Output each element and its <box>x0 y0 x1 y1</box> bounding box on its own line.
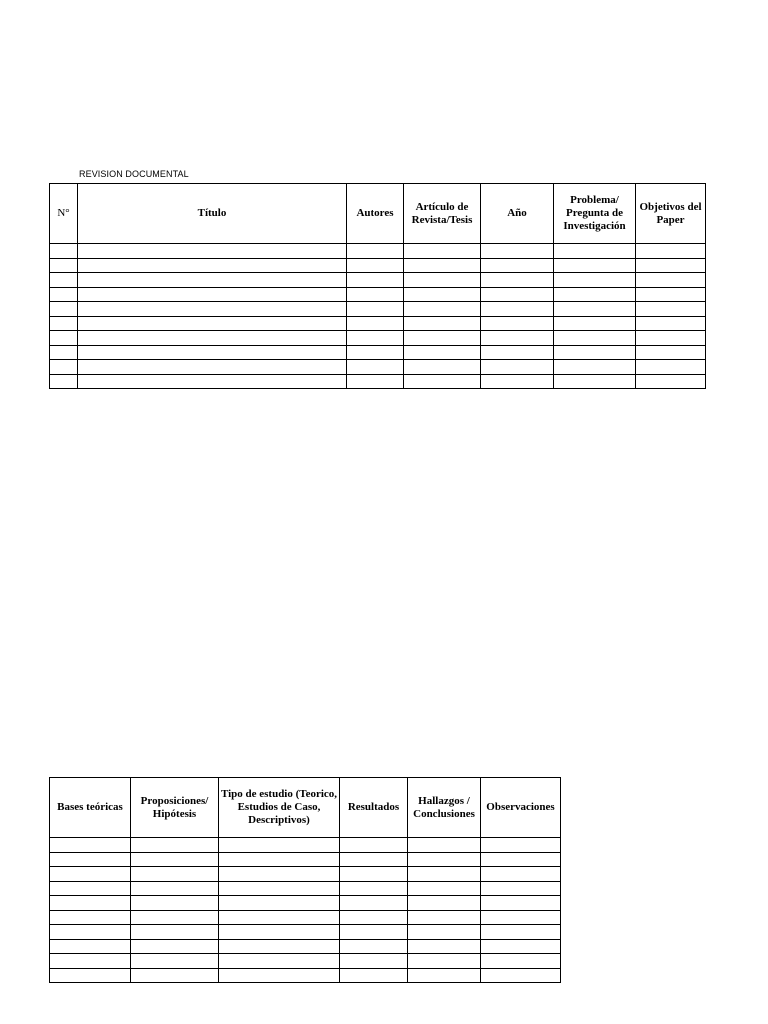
table-cell[interactable] <box>481 838 561 853</box>
table-cell[interactable] <box>408 838 481 853</box>
table-cell[interactable] <box>481 954 561 969</box>
table-cell[interactable] <box>50 852 131 867</box>
table-cell[interactable] <box>554 331 636 346</box>
table-row <box>50 374 706 389</box>
table-cell[interactable] <box>404 273 481 288</box>
table-cell[interactable] <box>481 316 554 331</box>
table-cell[interactable] <box>347 287 404 302</box>
table-cell[interactable] <box>404 374 481 389</box>
table-cell[interactable] <box>50 881 131 896</box>
table-cell[interactable] <box>408 925 481 940</box>
table-cell[interactable] <box>50 925 131 940</box>
table-cell[interactable] <box>481 925 561 940</box>
table-cell[interactable] <box>78 316 347 331</box>
table-cell[interactable] <box>404 302 481 317</box>
table-cell[interactable] <box>131 896 219 911</box>
table-cell[interactable] <box>404 316 481 331</box>
table-cell[interactable] <box>347 273 404 288</box>
table-cell[interactable] <box>481 867 561 882</box>
table-cell[interactable] <box>78 302 347 317</box>
table-cell[interactable] <box>481 968 561 983</box>
table-row <box>50 258 706 273</box>
table-cell[interactable] <box>50 374 78 389</box>
table-row <box>50 287 706 302</box>
table-row <box>50 244 706 259</box>
table-cell[interactable] <box>340 954 408 969</box>
table-row <box>50 302 706 317</box>
table-header-row <box>50 778 561 838</box>
table-row <box>50 881 561 896</box>
table-row <box>50 910 561 925</box>
table-cell[interactable] <box>131 852 219 867</box>
table-row <box>50 331 706 346</box>
table-cell[interactable] <box>50 896 131 911</box>
table-cell[interactable] <box>50 939 131 954</box>
table-cell[interactable] <box>219 954 340 969</box>
header-titulo: Título <box>78 184 347 244</box>
table-cell[interactable] <box>340 925 408 940</box>
table-cell[interactable] <box>636 345 706 360</box>
header-hallazgos: Hallazgos / Conclusiones <box>408 778 481 838</box>
table-cell[interactable] <box>636 302 706 317</box>
table-cell[interactable] <box>481 331 554 346</box>
header-num: N° <box>50 184 78 244</box>
header-articulo: Artículo de Revista/Tesis <box>404 184 481 244</box>
table-cell[interactable] <box>219 910 340 925</box>
table-body <box>50 838 561 983</box>
table-cell[interactable] <box>340 881 408 896</box>
table-cell[interactable] <box>554 244 636 259</box>
table-cell[interactable] <box>50 244 78 259</box>
table-row <box>50 838 561 853</box>
table-cell[interactable] <box>131 910 219 925</box>
table-cell[interactable] <box>481 360 554 375</box>
table-cell[interactable] <box>131 954 219 969</box>
table-cell[interactable] <box>554 374 636 389</box>
table-cell[interactable] <box>131 939 219 954</box>
table-cell[interactable] <box>404 360 481 375</box>
table-cell[interactable] <box>404 244 481 259</box>
table-cell[interactable] <box>131 838 219 853</box>
table-cell[interactable] <box>50 838 131 853</box>
table-cell[interactable] <box>481 910 561 925</box>
table-row <box>50 867 561 882</box>
header-bases: Bases teóricas <box>50 778 131 838</box>
table-cell[interactable] <box>78 374 347 389</box>
table-cell[interactable] <box>340 910 408 925</box>
table-cell[interactable] <box>636 273 706 288</box>
table-row <box>50 925 561 940</box>
table-row <box>50 316 706 331</box>
table-cell[interactable] <box>481 273 554 288</box>
table-cell[interactable] <box>50 910 131 925</box>
table-cell[interactable] <box>131 968 219 983</box>
table-cell[interactable] <box>50 360 78 375</box>
table-body <box>50 244 706 389</box>
header-resultados: Resultados <box>340 778 408 838</box>
table-cell[interactable] <box>50 345 78 360</box>
table-cell[interactable] <box>78 360 347 375</box>
table-cell[interactable] <box>219 896 340 911</box>
table-cell[interactable] <box>131 925 219 940</box>
revision-documental-table <box>49 183 706 389</box>
table-cell[interactable] <box>219 838 340 853</box>
table-cell[interactable] <box>78 273 347 288</box>
table-cell[interactable] <box>50 302 78 317</box>
table-cell[interactable] <box>50 287 78 302</box>
table-cell[interactable] <box>50 968 131 983</box>
header-tipo: Tipo de estudio (Teorico, Estudios de Caso, Descriptivos) <box>219 778 340 838</box>
table-cell[interactable] <box>50 258 78 273</box>
table-cell[interactable] <box>408 939 481 954</box>
table-cell[interactable] <box>50 331 78 346</box>
table-cell[interactable] <box>636 258 706 273</box>
table-cell[interactable] <box>347 345 404 360</box>
table-cell[interactable] <box>50 273 78 288</box>
table-cell[interactable] <box>408 867 481 882</box>
table-cell[interactable] <box>636 360 706 375</box>
header-objetivos: Objetivos del Paper <box>636 184 706 244</box>
table-cell[interactable] <box>408 954 481 969</box>
table-row <box>50 954 561 969</box>
table-cell[interactable] <box>481 852 561 867</box>
header-proposiciones: Proposiciones/ Hipótesis <box>131 778 219 838</box>
table-cell[interactable] <box>340 852 408 867</box>
table-cell[interactable] <box>554 345 636 360</box>
table-cell[interactable] <box>481 881 561 896</box>
table-cell[interactable] <box>481 345 554 360</box>
table-cell[interactable] <box>347 360 404 375</box>
table-cell[interactable] <box>481 939 561 954</box>
table-cell[interactable] <box>340 939 408 954</box>
table-cell[interactable] <box>481 374 554 389</box>
table-cell[interactable] <box>554 302 636 317</box>
table-cell[interactable] <box>50 867 131 882</box>
header-anio: Año <box>481 184 554 244</box>
table-cell[interactable] <box>78 287 347 302</box>
table-cell[interactable] <box>219 925 340 940</box>
table-cell[interactable] <box>219 968 340 983</box>
header-observaciones: Observaciones <box>481 778 561 838</box>
table-row <box>50 273 706 288</box>
table-cell[interactable] <box>50 316 78 331</box>
table-cell[interactable] <box>347 302 404 317</box>
table-cell[interactable] <box>404 287 481 302</box>
document-caption: REVISION DOCUMENTAL <box>79 169 189 179</box>
table-cell[interactable] <box>347 331 404 346</box>
table-cell[interactable] <box>347 374 404 389</box>
table-cell[interactable] <box>481 896 561 911</box>
table-cell[interactable] <box>131 881 219 896</box>
table-cell[interactable] <box>78 331 347 346</box>
header-autores: Autores <box>347 184 404 244</box>
table-cell[interactable] <box>408 881 481 896</box>
table-cell[interactable] <box>481 302 554 317</box>
table-cell[interactable] <box>636 316 706 331</box>
table-cell[interactable] <box>131 867 219 882</box>
table-cell[interactable] <box>404 258 481 273</box>
table-cell[interactable] <box>340 968 408 983</box>
table-cell[interactable] <box>636 287 706 302</box>
table-cell[interactable] <box>408 910 481 925</box>
table-cell[interactable] <box>78 258 347 273</box>
table-cell[interactable] <box>404 345 481 360</box>
table-row <box>50 852 561 867</box>
table-cell[interactable] <box>347 316 404 331</box>
header-problema: Problema/ Pregunta de Investigación <box>554 184 636 244</box>
table-cell[interactable] <box>481 244 554 259</box>
table-cell[interactable] <box>636 331 706 346</box>
table-cell[interactable] <box>481 287 554 302</box>
table-row <box>50 345 706 360</box>
table-cell[interactable] <box>219 939 340 954</box>
table-cell[interactable] <box>554 316 636 331</box>
table-cell[interactable] <box>50 954 131 969</box>
table-row <box>50 939 561 954</box>
table-cell[interactable] <box>636 244 706 259</box>
table-cell[interactable] <box>554 258 636 273</box>
table-cell[interactable] <box>408 852 481 867</box>
table-cell[interactable] <box>340 867 408 882</box>
table-row <box>50 968 561 983</box>
table-cell[interactable] <box>219 852 340 867</box>
table-cell[interactable] <box>219 867 340 882</box>
table-row <box>50 896 561 911</box>
table-cell[interactable] <box>554 287 636 302</box>
table-row <box>50 360 706 375</box>
table-cell[interactable] <box>347 244 404 259</box>
table-cell[interactable] <box>554 273 636 288</box>
table-cell[interactable] <box>554 360 636 375</box>
table-cell[interactable] <box>78 345 347 360</box>
table-cell[interactable] <box>78 244 347 259</box>
table-cell[interactable] <box>219 881 340 896</box>
table-cell[interactable] <box>340 896 408 911</box>
table-header-row <box>50 184 706 244</box>
table-cell[interactable] <box>404 331 481 346</box>
analysis-table <box>49 777 561 983</box>
table-cell[interactable] <box>636 374 706 389</box>
table-cell[interactable] <box>408 896 481 911</box>
table-cell[interactable] <box>481 258 554 273</box>
table-cell[interactable] <box>340 838 408 853</box>
table-cell[interactable] <box>347 258 404 273</box>
table-cell[interactable] <box>408 968 481 983</box>
